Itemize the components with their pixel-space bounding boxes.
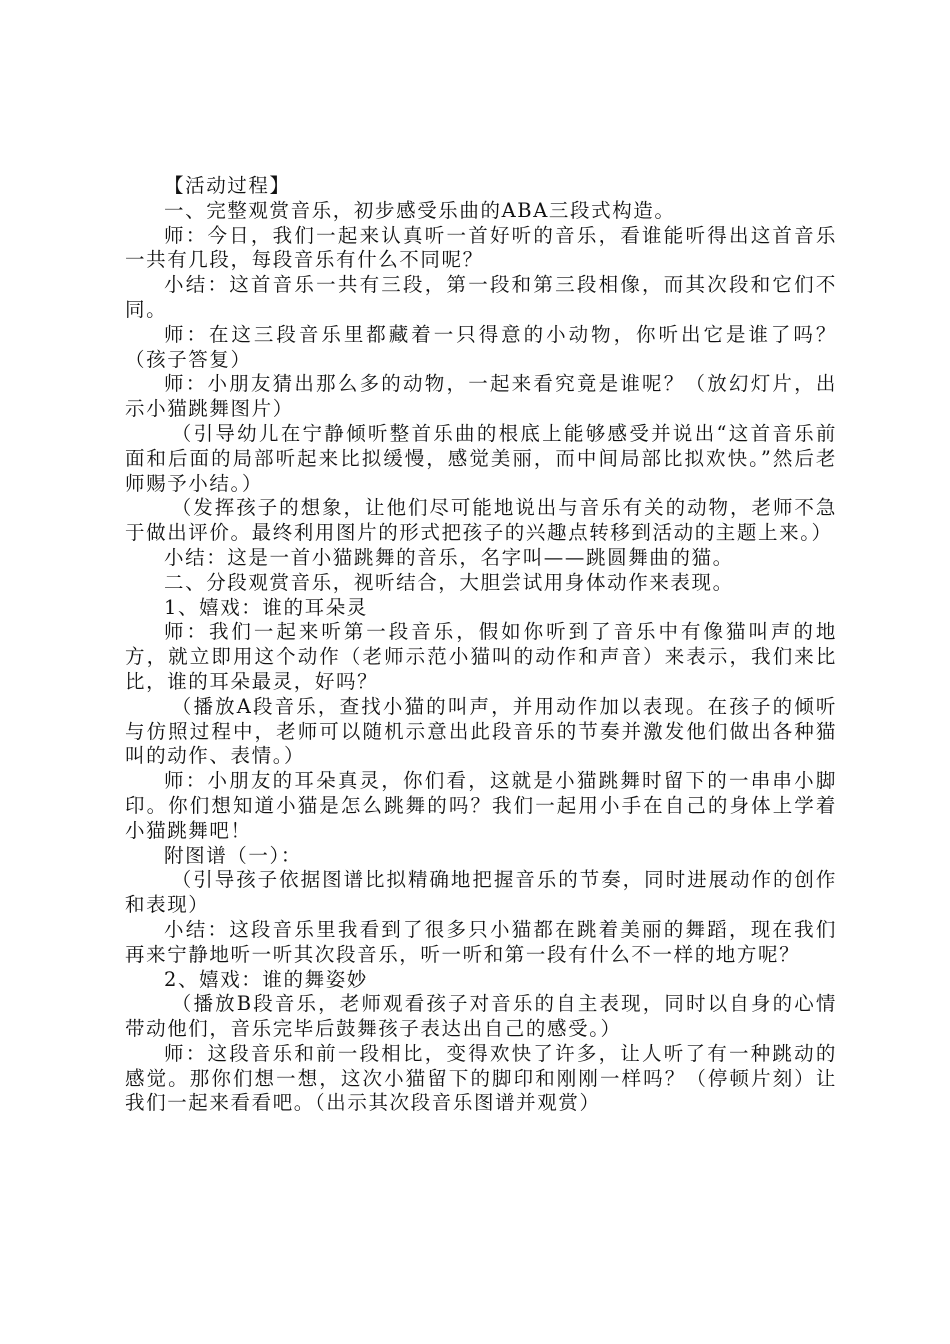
paragraph: 小结：这首音乐一共有三段，第一段和第三段相像，而其次段和它们不同。 (125, 273, 837, 321)
paragraph: 师：我们一起来听第一段音乐，假如你听到了音乐中有像猫叫声的地方，就立即用这个动作（老师示范小猫叫的动作和声音）来表示，我们来比比，谁的耳朵最灵，好吗？ (125, 620, 837, 693)
paragraph: 师：这段音乐和前一段相比，变得欢快了许多，让人听了有一种跳动的感觉。那你们想一想，这次小猫留下的脚印和刚刚一样吗？（停顿片刻）让我们一起来看看吧。（出示其次段音乐图谱并观赏） (125, 1041, 837, 1115)
paragraph: （发挥孩子的想象，让他们尽可能地说出与音乐有关的动物，老师不急于做出评价。最终利用图片的形式把孩子的兴趣点转移到活动的主题上来。） (125, 496, 837, 545)
paragraph: 师：小朋友猜出那么多的动物，一起来看究竟是谁呢？（放幻灯片，出示小猫跳舞图片） (125, 372, 837, 421)
paragraph-part-one-title: 一、完整观赏音乐，初步感受乐曲的ABA三段式构造。 (164, 198, 676, 222)
paragraph: 小结：这是一首小猫跳舞的音乐，名字叫——跳圆舞曲的猫。 (164, 545, 734, 569)
document-page (125, 174, 837, 1116)
paragraph: （播放A段音乐，查找小猫的叫声，并用动作加以表现。在孩子的倾听与仿照过程中，老师可以随机示意出此段音乐的节奏并激发他们做出各种猫叫的动作、表情。） (125, 694, 837, 768)
paragraph-game-two-title: 2、嬉戏：谁的舞姿妙 (164, 967, 368, 991)
paragraph-part-two-title: 二、分段观赏音乐，视听结合，大胆尝试用身体动作来表现。 (164, 570, 734, 594)
paragraph: 师：今日，我们一起来认真听一首好听的音乐，看谁能听得出这首音乐一共有几段，每段音乐有什么不同呢？ (125, 223, 837, 272)
paragraph: 小结：这段音乐里我看到了很多只小猫都在跳着美丽的舞蹈，现在我们再来宁静地听一听其次段音乐，听一听和第一段有什么不一样的地方呢？ (125, 917, 837, 966)
paragraph: （播放B段音乐，老师观看孩子对音乐的自主表现，同时以自身的心情带动他们，音乐完毕后鼓舞孩子表达出自己的感受。） (125, 992, 837, 1041)
paragraph: （引导幼儿在宁静倾听整首乐曲的根底上能够感受并说出“这首音乐前面和后面的局部听起来比拟缓慢，感觉美丽，而中间局部比拟欢快。”然后老师赐予小结。） (125, 421, 837, 495)
paragraph: 师：在这三段音乐里都藏着一只得意的小动物，你听出它是谁了吗？（孩子答复） (125, 322, 837, 371)
section-heading-activity-process: 【活动过程】 (164, 174, 291, 197)
paragraph-game-one-title: 1、嬉戏：谁的耳朵灵 (164, 595, 368, 619)
paragraph: （引导孩子依据图谱比拟精确地把握音乐的节奏，同时进展动作的创作和表现） (125, 868, 837, 917)
paragraph: 师：小朋友的耳朵真灵，你们看，这就是小猫跳舞时留下的一串串小脚印。你们想知道小猫是怎么跳舞的吗？我们一起用小手在自己的身体上学着小猫跳舞吧！ (125, 769, 837, 842)
paragraph-figure-note: 附图谱（一）： (164, 843, 302, 867)
